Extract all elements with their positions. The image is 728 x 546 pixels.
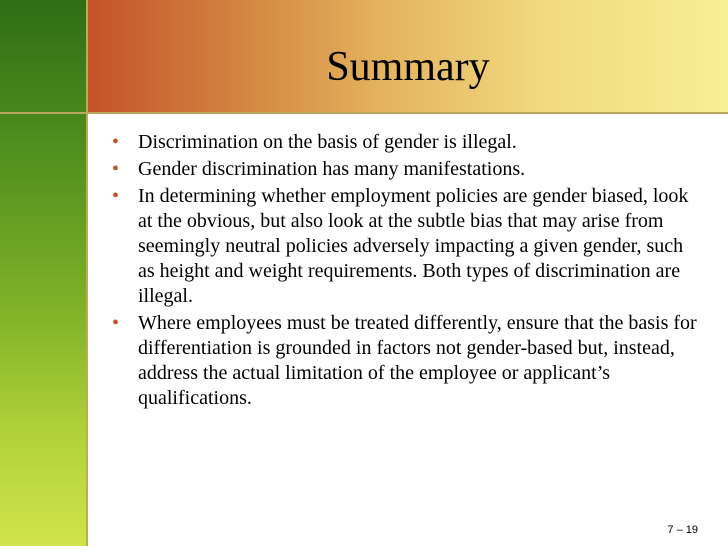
bullet-icon: • — [112, 185, 120, 207]
bullet-item — [108, 130, 698, 155]
bullet-item — [108, 184, 698, 309]
title-divider — [0, 112, 728, 114]
bullet-text: Discrimination on the basis of gender is illegal. — [138, 131, 517, 153]
bullet-item — [108, 311, 698, 411]
slide-title: Summary — [326, 44, 490, 90]
bullet-text: In determining whether employment policies are gender biased, look at the obvious, but also look at the subtle bias that may arise from seemingly neutral policies adversely impacting a given gender, such as height and weight requirements. Both types of discrimination are illegal. — [138, 185, 689, 307]
bullet-icon: • — [112, 131, 120, 153]
bullet-item — [108, 157, 698, 182]
left-decorative-bar — [0, 0, 86, 546]
bullet-text: Gender discrimination has many manifestations. — [138, 158, 526, 180]
page-number: 7 – 19 — [667, 524, 698, 536]
bullet-list — [108, 130, 698, 413]
bullet-text: Where employees must be treated differently, ensure that the basis for differentiation is grounded in factors not gender-based but, instead, address the actual limitation of the employee or applicant’s qualifications. — [138, 312, 697, 409]
bullet-icon: • — [112, 158, 120, 180]
bullet-icon: • — [112, 312, 120, 334]
